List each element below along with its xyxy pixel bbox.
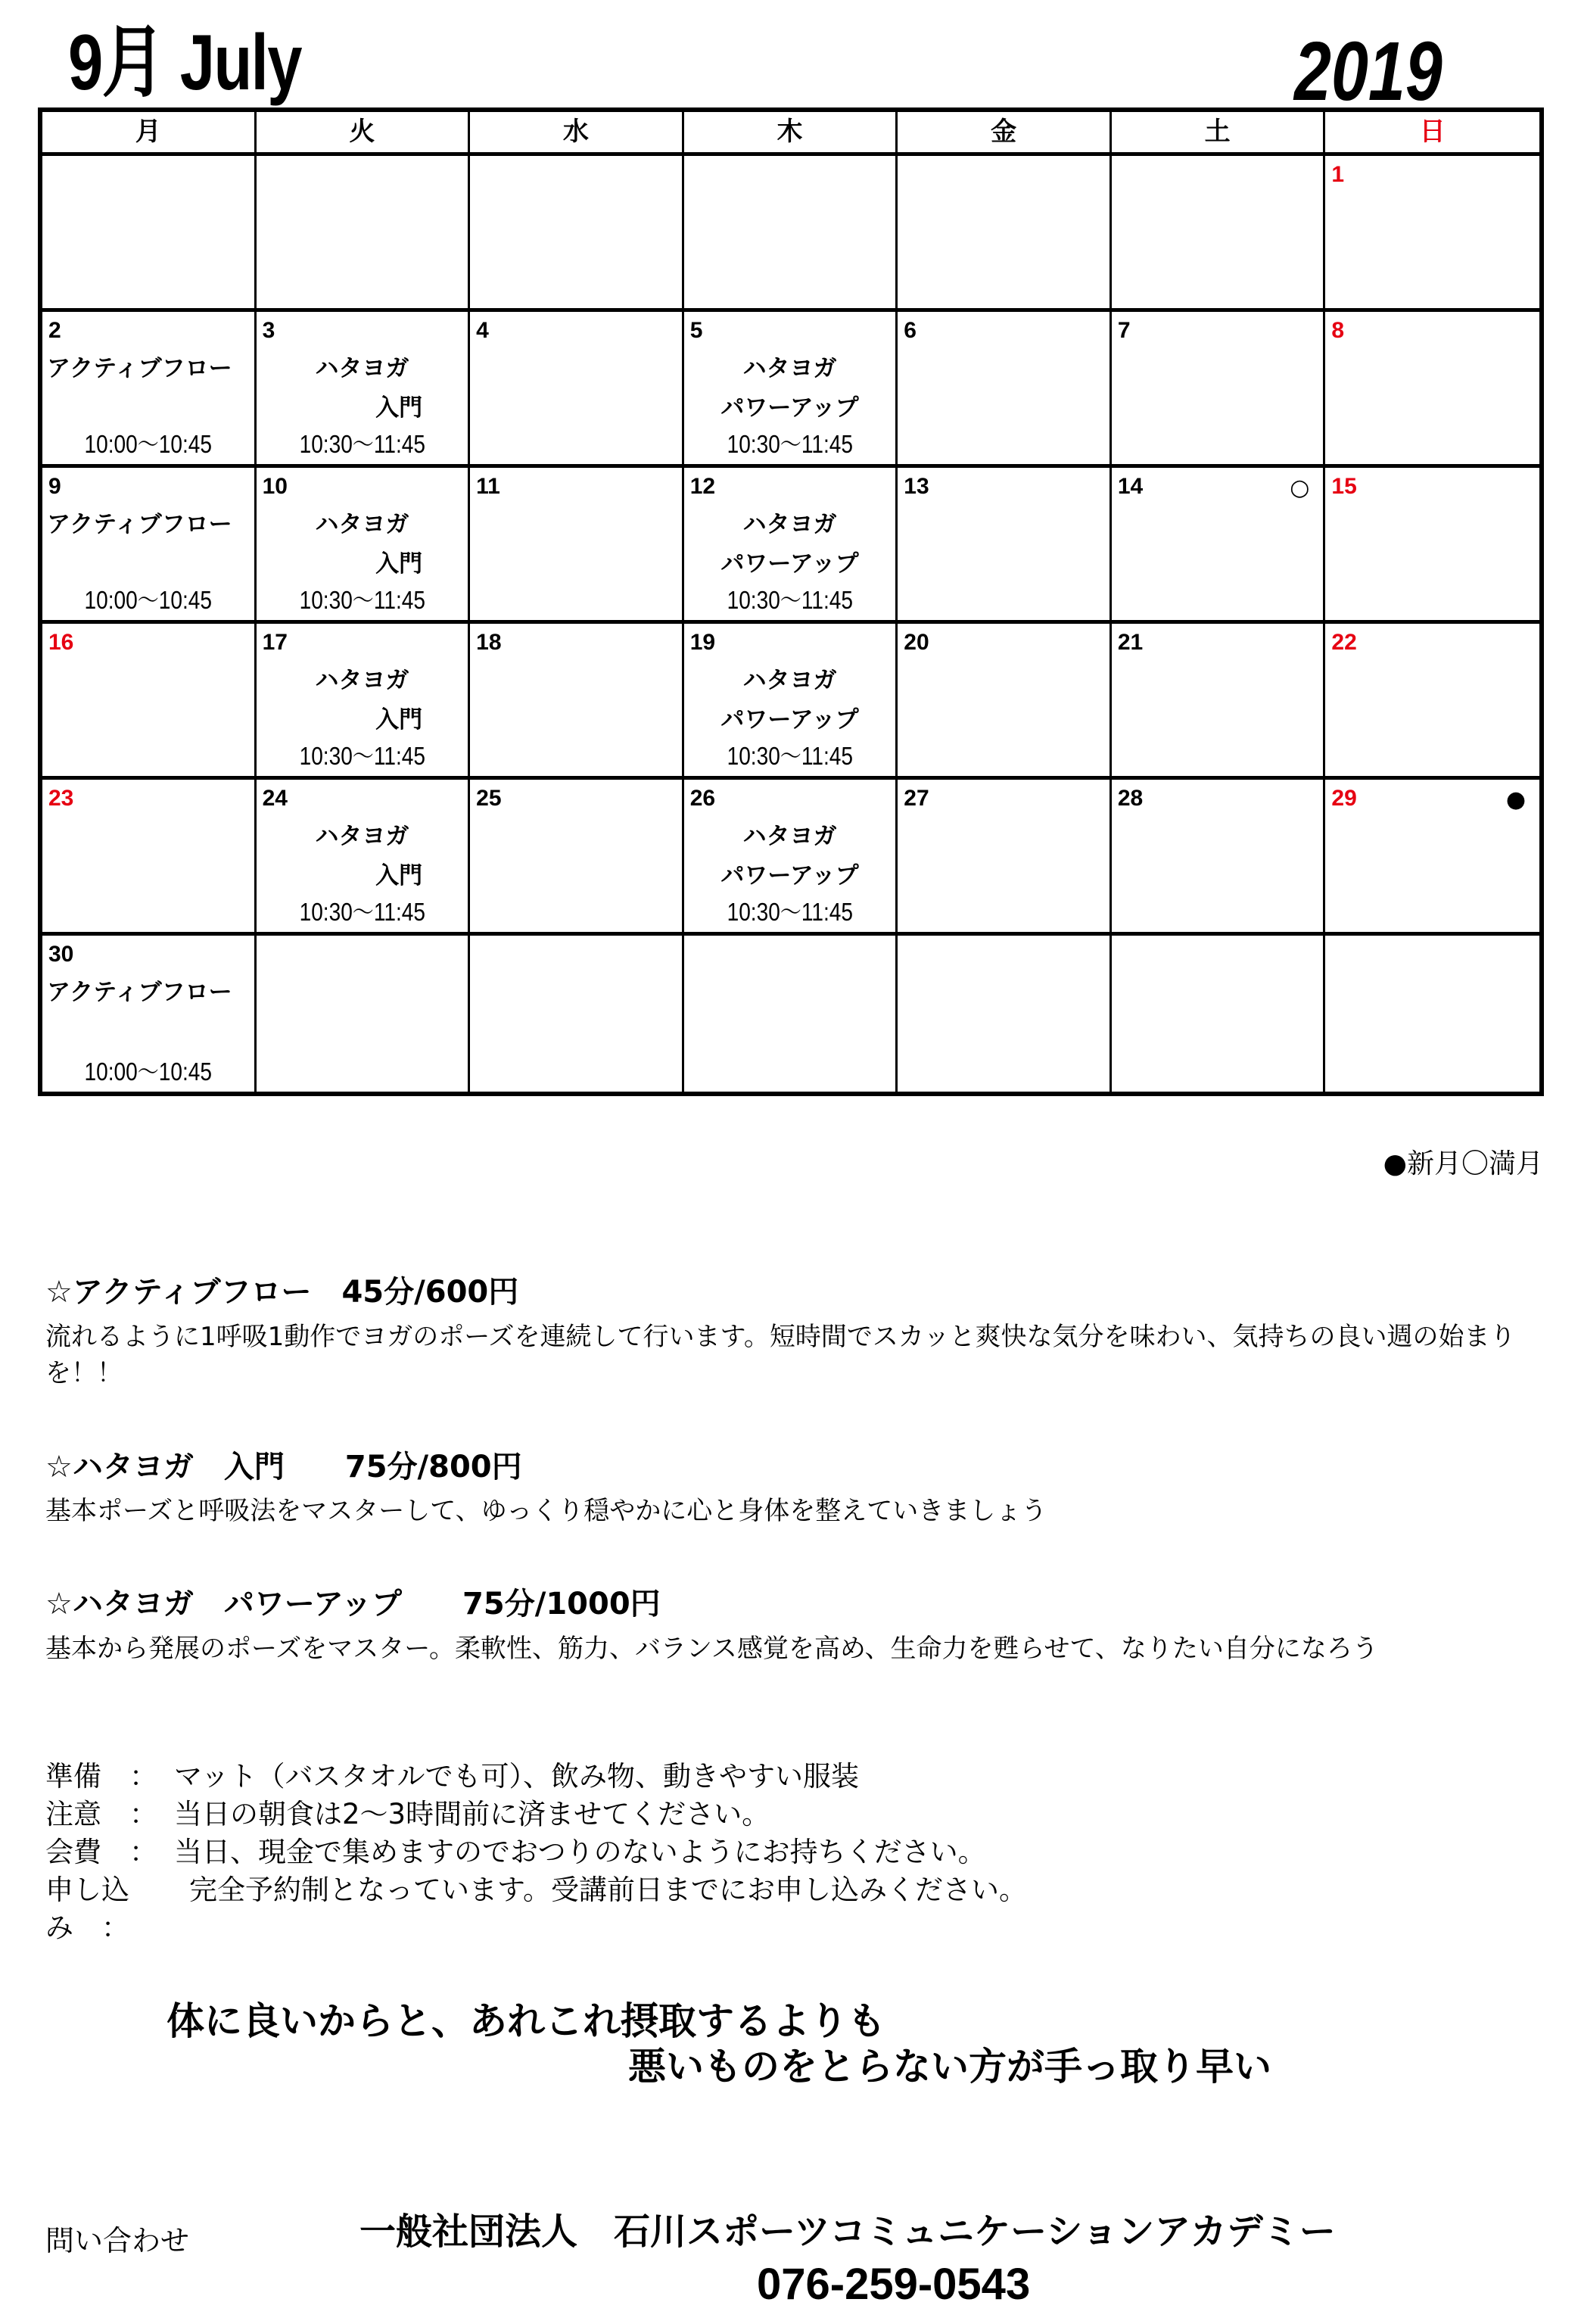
- event-name: ハタヨガ: [315, 667, 409, 694]
- day-number: 2: [48, 318, 61, 343]
- event-level: パワーアップ: [720, 706, 859, 734]
- event-time: 10:30〜11:45: [727, 898, 853, 926]
- info-value: 当日、現金で集めますのでおつりのないようにお持ちください。: [174, 1836, 986, 1868]
- calendar-day-8: [1325, 312, 1539, 468]
- calendar-day-19: [684, 624, 898, 780]
- event-name: ハタヨガ: [315, 511, 409, 538]
- day-number: 15: [1331, 474, 1357, 499]
- calendar-empty-cell: [257, 156, 471, 312]
- class-desc-hatha-intro: 基本ポーズと呼吸法をマスターして、ゆっくり穏やかに心と身体を整えていきましょう: [45, 1496, 1047, 1526]
- calendar-empty-cell: [42, 156, 257, 312]
- info-row-caution: [45, 1796, 1027, 1833]
- weekday-tue: 火: [257, 112, 471, 152]
- new-moon-icon: ●: [1505, 787, 1526, 813]
- class-title-hatha-intro: ☆ハタヨガ 入門 75分/800円: [45, 1450, 522, 1484]
- day-number: 9: [48, 474, 61, 499]
- info-row-prep: [45, 1758, 1027, 1796]
- info-row-apply: [45, 1871, 1027, 1947]
- event-time: 10:00〜10:45: [84, 430, 212, 458]
- weekday-wed: 水: [470, 112, 684, 152]
- calendar-day-22: [1325, 624, 1539, 780]
- day-number: 20: [904, 630, 929, 655]
- calendar-empty-cell: [898, 936, 1112, 1092]
- calendar-body: [42, 156, 1539, 1092]
- calendar-empty-cell: [257, 936, 471, 1092]
- weekday-thu: 木: [684, 112, 898, 152]
- event-name: アクティブフロー: [47, 511, 232, 538]
- day-number: 25: [476, 786, 502, 811]
- info-label: 申し込み ：: [45, 1874, 129, 1944]
- day-number: 16: [48, 630, 74, 655]
- event-name: ハタヨガ: [315, 823, 409, 850]
- weekday-fri: 金: [898, 112, 1112, 152]
- event-name: ハタヨガ: [742, 355, 837, 382]
- calendar-day-1: [1325, 156, 1539, 312]
- event-level: 入門: [375, 550, 423, 578]
- event-level: パワーアップ: [720, 550, 859, 578]
- slogan-line-1: 体に良いからと、あれこれ摂取するよりも: [167, 1999, 885, 2043]
- day-number: 12: [689, 474, 716, 499]
- calendar-empty-cell: [470, 936, 684, 1092]
- event-name: ハタヨガ: [742, 667, 837, 694]
- calendar-day-26: [684, 780, 898, 936]
- calendar-day-5: [684, 312, 898, 468]
- slogan-line-2: 悪いものをとらない方が手っ取り早い: [628, 2045, 1271, 2089]
- event-time: 10:30〜11:45: [299, 898, 425, 926]
- calendar-day-28: [1112, 780, 1326, 936]
- moon-legend: ●新月〇満月: [1383, 1148, 1543, 1179]
- day-number: 23: [48, 786, 74, 811]
- calendar-day-21: [1112, 624, 1326, 780]
- calendar-day-29: [1325, 780, 1539, 936]
- day-number: 26: [689, 786, 716, 811]
- event-level: 入門: [375, 394, 423, 422]
- event-name: ハタヨガ: [742, 511, 837, 538]
- calendar-day-4: [470, 312, 684, 468]
- day-number: 30: [48, 942, 74, 967]
- calendar-day-10: [257, 468, 471, 624]
- calendar-day-12: [684, 468, 898, 624]
- day-number: 14: [1117, 474, 1144, 499]
- day-number: 28: [1117, 786, 1144, 811]
- info-list: [45, 1758, 1027, 1947]
- calendar-day-14: [1112, 468, 1326, 624]
- day-number: 4: [476, 318, 489, 343]
- event-time: 10:30〜11:45: [299, 430, 425, 458]
- day-number: 5: [689, 318, 703, 343]
- day-number: 11: [476, 474, 500, 499]
- class-title-hatha-power: ☆ハタヨガ パワーアップ 75分/1000円: [45, 1587, 661, 1622]
- weekday-sat: 土: [1112, 112, 1326, 152]
- calendar-day-11: [470, 468, 684, 624]
- calendar-grid: [38, 107, 1544, 1096]
- day-number: 22: [1331, 630, 1357, 655]
- class-desc-active-flow: 流れるように1呼吸1動作でヨガのポーズを連続して行います。短時間でスカッと爽快な気分を味わい、気持ちの良い週の始まりを！！: [45, 1322, 1516, 1388]
- weekday-header: [42, 112, 1539, 156]
- day-number: 6: [904, 318, 917, 343]
- event-level: パワーアップ: [720, 394, 859, 422]
- calendar-day-23: [42, 780, 257, 936]
- calendar-day-7: [1112, 312, 1326, 468]
- calendar-day-20: [898, 624, 1112, 780]
- event-level: 入門: [375, 862, 423, 889]
- day-number: 19: [689, 630, 716, 655]
- calendar-empty-cell: [1325, 936, 1539, 1092]
- class-title-active-flow: ☆アクティブフロー 45分/600円: [45, 1275, 519, 1310]
- calendar-day-27: [898, 780, 1112, 936]
- day-number: 13: [904, 474, 929, 499]
- day-number: 3: [262, 318, 275, 343]
- calendar-day-24: [257, 780, 471, 936]
- info-value: 当日の朝食は2〜3時間前に済ませてください。: [174, 1798, 770, 1830]
- info-row-fee: [45, 1833, 1027, 1871]
- info-value: マット（バスタオルでも可）、飲み物、動きやすい服装: [174, 1760, 860, 1793]
- month-title: 9月 July: [68, 19, 301, 107]
- calendar-day-16: [42, 624, 257, 780]
- class-desc-hatha-power: 基本から発展のポーズをマスター。柔軟性、筋力、バランス感覚を高め、生命力を甦らせて、なりたい自分になろう: [45, 1634, 1378, 1664]
- day-number: 24: [262, 786, 288, 811]
- calendar-day-18: [470, 624, 684, 780]
- event-name: アクティブフロー: [47, 979, 232, 1006]
- calendar-day-17: [257, 624, 471, 780]
- event-time: 10:00〜10:45: [84, 586, 212, 614]
- day-number: 21: [1117, 630, 1144, 655]
- day-number: 7: [1117, 318, 1131, 343]
- info-value: 完全予約制となっています。受講前日までにお申し込みください。: [189, 1874, 1028, 1906]
- calendar-empty-cell: [684, 156, 898, 312]
- contact-phone[interactable]: 076-259-0543: [757, 2260, 1031, 2309]
- calendar-empty-cell: [1112, 936, 1326, 1092]
- calendar-empty-cell: [684, 936, 898, 1092]
- day-number: 29: [1331, 786, 1357, 811]
- event-name: ハタヨガ: [742, 823, 837, 850]
- event-time: 10:30〜11:45: [727, 742, 853, 770]
- event-name: ハタヨガ: [315, 355, 409, 382]
- event-name: アクティブフロー: [47, 355, 232, 382]
- calendar-empty-cell: [898, 156, 1112, 312]
- calendar-day-6: [898, 312, 1112, 468]
- calendar-empty-cell: [1112, 156, 1326, 312]
- info-label: 注意 ：: [45, 1798, 157, 1830]
- year-title: 2019: [1294, 25, 1443, 118]
- info-label: 準備 ：: [45, 1760, 157, 1793]
- full-moon-icon: ○: [1290, 475, 1310, 501]
- calendar-day-3: [257, 312, 471, 468]
- weekday-mon: 月: [42, 112, 257, 152]
- calendar-day-15: [1325, 468, 1539, 624]
- calendar-day-30: [42, 936, 257, 1092]
- day-number: 1: [1331, 162, 1345, 187]
- day-number: 17: [262, 630, 288, 655]
- day-number: 10: [262, 474, 288, 499]
- contact-label: 問い合わせ: [45, 2224, 190, 2257]
- day-number: 27: [904, 786, 929, 811]
- calendar-day-9: [42, 468, 257, 624]
- event-time: 10:30〜11:45: [727, 586, 853, 614]
- contact-organization: 一般社団法人 石川スポーツコミュニケーションアカデミー: [359, 2210, 1336, 2253]
- event-time: 10:30〜11:45: [299, 586, 425, 614]
- calendar-day-13: [898, 468, 1112, 624]
- day-number: 8: [1331, 318, 1345, 343]
- calendar-empty-cell: [470, 156, 684, 312]
- info-label: 会費 ：: [45, 1836, 157, 1868]
- calendar-day-25: [470, 780, 684, 936]
- event-time: 10:00〜10:45: [84, 1058, 212, 1086]
- day-number: 18: [476, 630, 502, 655]
- weekday-sun: 日: [1419, 117, 1446, 147]
- event-level: 入門: [375, 706, 423, 734]
- calendar-day-2: [42, 312, 257, 468]
- event-time: 10:30〜11:45: [299, 742, 425, 770]
- event-level: パワーアップ: [720, 862, 859, 889]
- event-time: 10:30〜11:45: [727, 430, 853, 458]
